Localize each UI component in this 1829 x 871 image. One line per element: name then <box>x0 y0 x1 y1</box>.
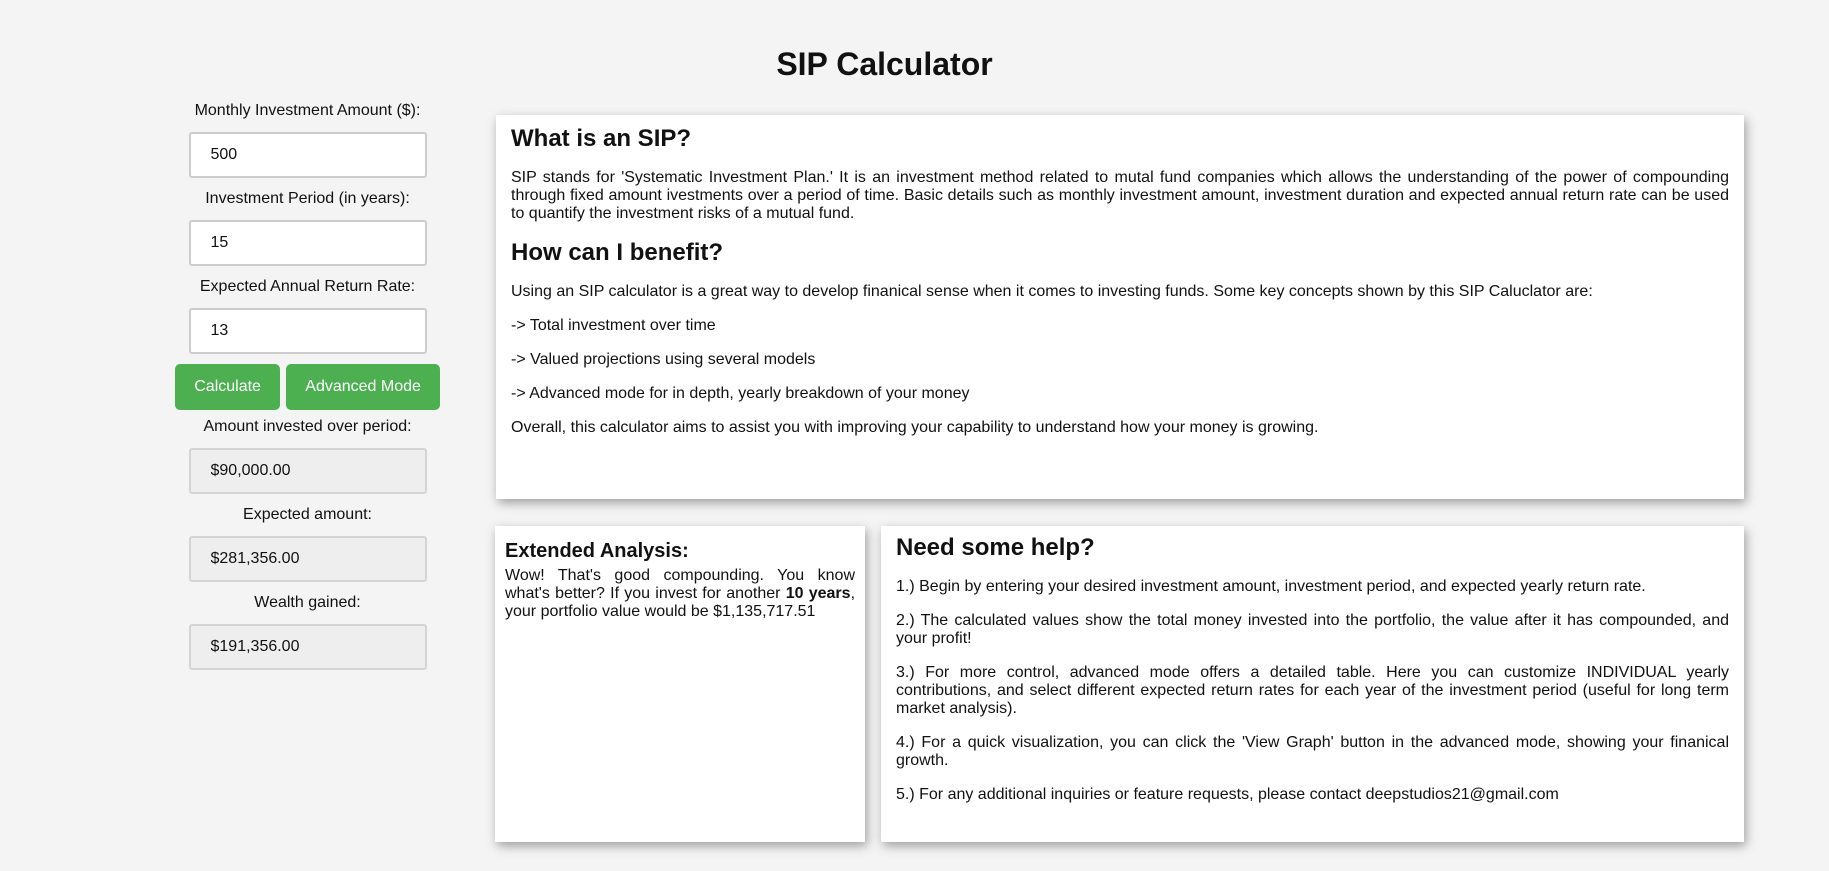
extended-analysis-text <box>505 567 855 621</box>
extended-analysis-panel <box>495 526 865 842</box>
help-heading: Need some help? <box>896 534 1095 561</box>
what-is-sip-heading: What is an SIP? <box>511 125 692 152</box>
wealth-gained-label: Wealth gained: <box>254 594 361 611</box>
analysis-years: 10 years <box>785 585 851 602</box>
analysis-text-start: Wow! That's good compounding. You know what's better? If you invest for another <box>505 567 855 602</box>
benefit-point-3: -> Advanced mode for in depth, yearly breakdown of your money <box>511 385 970 402</box>
extended-analysis-title: Extended Analysis: <box>505 540 689 562</box>
advanced-mode-button[interactable]: Advanced Mode <box>286 364 440 410</box>
page-title: SIP Calculator <box>776 46 993 82</box>
monthly-investment-input[interactable] <box>189 132 427 178</box>
help-panel <box>881 526 1744 842</box>
benefit-text: Using an SIP calculator is a great way to develop finanical sense when it comes to investing funds. Some key concepts shown by this SIP Caluclator are: <box>511 283 1593 300</box>
benefit-point-1: -> Total investment over time <box>511 317 716 334</box>
return-rate-label: Expected Annual Return Rate: <box>199 278 416 295</box>
monthly-investment-label: Monthly Investment Amount ($): <box>194 102 421 119</box>
wealth-gained-output <box>189 624 427 670</box>
sip-info-panel <box>496 115 1744 499</box>
expected-amount-output <box>189 536 427 582</box>
help-step-1: 1.) Begin by entering your desired investment amount, investment period, and expected yearly return rate. <box>896 578 1646 595</box>
button-row <box>175 364 440 410</box>
investment-period-input[interactable] <box>189 220 427 266</box>
help-step-2: 2.) The calculated values show the total money invested into the portfolio, the value after it has compounded, and your profit! <box>896 612 1729 647</box>
help-step-3: 3.) For more control, advanced mode offers a detailed table. Here you can customize INDIVIDUAL yearly contributions, and select different expected return rates for each year of the investment period (useful for long term market analysis). <box>896 664 1729 717</box>
calculate-button[interactable]: Calculate <box>175 364 280 410</box>
help-step-4: 4.) For a quick visualization, you can click the 'View Graph' button in the advanced mode, showing your finanical growth. <box>896 734 1729 769</box>
return-rate-input[interactable] <box>189 308 427 354</box>
amount-invested-output <box>189 448 427 494</box>
calculator-form <box>175 100 440 680</box>
benefit-summary: Overall, this calculator aims to assist you with improving your capability to understand how your money is growing. <box>511 419 1319 436</box>
expected-amount-label: Expected amount: <box>243 506 372 523</box>
what-is-sip-text: SIP stands for 'Systematic Investment Plan.' It is an investment method related to mutal fund companies which allows the understanding of the power of compounding through fixed amount ivestments over a period of time. Basic details such as monthly investment amount, investment duration and expected annual return rate can be used to quantify the investment risks of a mutual fund. <box>511 169 1729 222</box>
benefit-heading: How can I benefit? <box>511 239 724 266</box>
analysis-text-end: , your portfolio value would be $1,135,717.51 <box>505 585 856 620</box>
benefit-point-2: -> Valued projections using several models <box>511 351 816 368</box>
amount-invested-label: Amount invested over period: <box>203 418 412 435</box>
investment-period-label: Investment Period (in years): <box>205 190 410 207</box>
help-step-5: 5.) For any additional inquiries or feature requests, please contact deepstudios21@gmail.com <box>896 786 1559 803</box>
